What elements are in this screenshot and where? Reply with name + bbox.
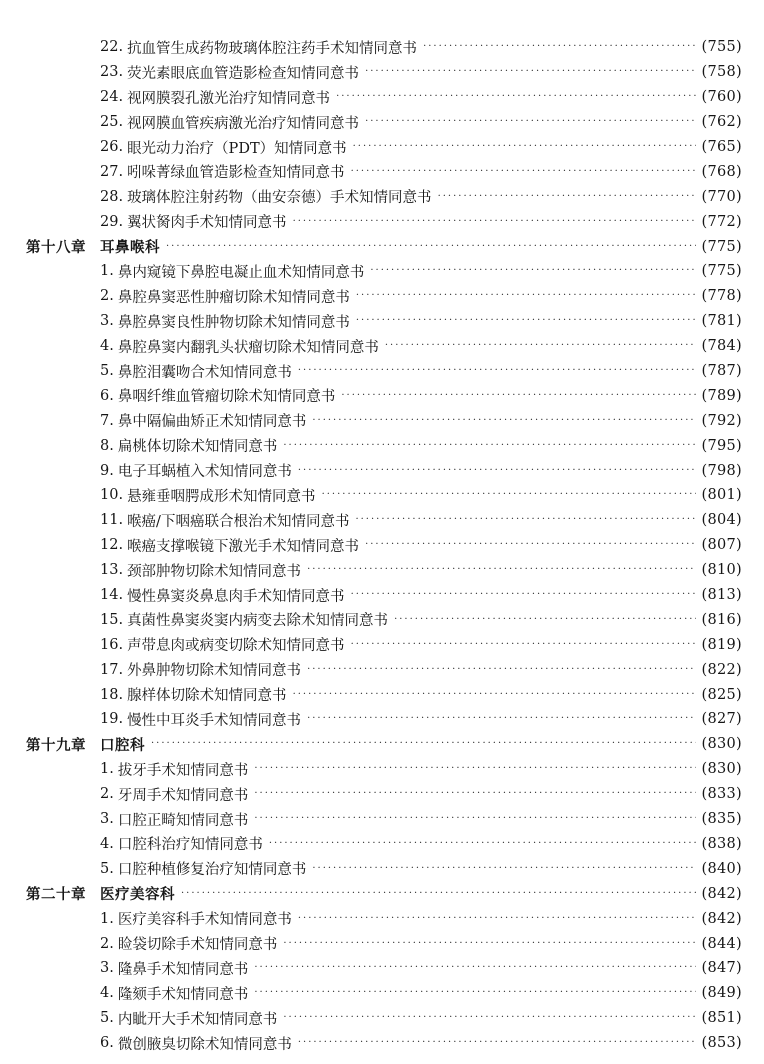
entry-number: 23. (100, 64, 124, 81)
entry-title: 隆鼻手术知情同意书 (117, 961, 249, 978)
page-number: (775) (701, 238, 742, 255)
page-number: (810) (701, 562, 742, 579)
entry-number: 1. (100, 910, 114, 927)
dot-leader (166, 240, 696, 254)
page-number: (807) (701, 537, 742, 554)
entry-title: 眼光动力治疗（PDT）知情同意书 (127, 140, 347, 157)
chapter-number: 第二十章 (26, 886, 86, 904)
entry-title: 视网膜裂孔激光治疗知情同意书 (127, 90, 331, 107)
page-number: (758) (701, 64, 742, 81)
page-number: (825) (701, 686, 742, 703)
page-number: (838) (701, 835, 742, 852)
page-number: (770) (701, 188, 742, 205)
entry-number: 6. (100, 1035, 114, 1052)
toc-entry (0, 159, 764, 184)
entry-title: 慢性鼻窦炎鼻息肉手术知情同意书 (127, 588, 345, 605)
page-number: (775) (701, 263, 742, 280)
page-number: (819) (701, 636, 742, 653)
toc-entry (0, 757, 764, 782)
page-number: (835) (701, 811, 742, 828)
entry-title: 颈部肿物切除术知情同意书 (127, 563, 302, 580)
dot-leader (254, 961, 695, 975)
toc-entry (0, 707, 764, 732)
entry-number: 2. (100, 935, 114, 952)
entry-number: 14. (100, 587, 124, 604)
chapter-name: 医疗美容科 (100, 886, 175, 904)
toc-entry (0, 856, 764, 881)
entry-title: 喉癌/下咽癌联合根治术知情同意书 (127, 513, 350, 530)
page-number: (830) (701, 736, 742, 753)
dot-leader (438, 190, 696, 204)
toc-entry (0, 607, 764, 632)
dot-leader (254, 762, 695, 776)
dot-leader (181, 887, 696, 901)
toc-entry (0, 60, 764, 85)
dot-leader (394, 613, 695, 627)
table-of-contents (0, 35, 764, 1056)
entry-number: 3. (100, 960, 114, 977)
dot-leader (355, 513, 695, 527)
dot-leader (423, 40, 695, 54)
dot-leader (312, 414, 695, 428)
toc-entry (0, 483, 764, 508)
dot-leader (269, 837, 696, 851)
chapter-number: 第十八章 (26, 239, 86, 257)
entry-title: 牙周手术知情同意书 (117, 787, 249, 804)
entry-title: 鼻腔泪囊吻合术知情同意书 (117, 364, 292, 381)
dot-leader (385, 339, 696, 353)
toc-entry (0, 433, 764, 458)
entry-title: 拔牙手术知情同意书 (117, 762, 249, 779)
toc-entry (0, 931, 764, 956)
entry-number: 12. (100, 537, 124, 554)
page-number: (844) (701, 935, 742, 952)
entry-number: 27. (100, 163, 124, 180)
dot-leader (151, 737, 696, 751)
toc-entry (0, 533, 764, 558)
toc-entry (0, 383, 764, 408)
entry-title: 内眦开大手术知情同意书 (117, 1011, 278, 1028)
dot-leader (370, 264, 695, 278)
toc-entry (0, 682, 764, 707)
entry-number: 17. (100, 661, 124, 678)
toc-entry (0, 359, 764, 384)
toc-entry (0, 657, 764, 682)
dot-leader (356, 289, 696, 303)
page-number: (840) (701, 860, 742, 877)
dot-leader (353, 140, 696, 154)
toc-entry (0, 558, 764, 583)
page-number: (827) (701, 711, 742, 728)
entry-title: 吲哚菁绿血管造影检查知情同意书 (127, 165, 345, 182)
page-number: (784) (701, 338, 742, 355)
toc-entry (0, 807, 764, 832)
entry-number: 29. (100, 213, 124, 230)
page-number: (762) (701, 114, 742, 131)
entry-title: 鼻腔鼻窦内翻乳头状瘤切除术知情同意书 (117, 339, 379, 356)
toc-entry (0, 632, 764, 657)
entry-title: 真菌性鼻窦炎窦内病变去除术知情同意书 (127, 613, 389, 630)
entry-number: 4. (100, 985, 114, 1002)
toc-entry (0, 832, 764, 857)
entry-title: 扁桃体切除术知情同意书 (117, 439, 278, 456)
entry-number: 4. (100, 835, 114, 852)
entry-number: 9. (100, 462, 114, 479)
toc-entry (0, 981, 764, 1006)
entry-number: 11. (100, 512, 124, 529)
page-number: (830) (701, 761, 742, 778)
toc-entry (0, 508, 764, 533)
dot-leader (307, 563, 695, 577)
entry-number: 19. (100, 711, 124, 728)
page-number: (772) (701, 213, 742, 230)
entry-number: 3. (100, 313, 114, 330)
entry-title: 外鼻肿物切除术知情同意书 (127, 663, 302, 680)
dot-leader (283, 1011, 695, 1025)
page-number: (822) (701, 661, 742, 678)
entry-number: 25. (100, 114, 124, 131)
toc-entry (0, 259, 764, 284)
entry-number: 5. (100, 363, 114, 380)
entry-number: 4. (100, 338, 114, 355)
dot-leader (254, 812, 695, 826)
toc-entry (0, 135, 764, 160)
toc-entry (0, 309, 764, 334)
dot-leader (351, 165, 696, 179)
page-number: (792) (701, 412, 742, 429)
toc-chapter-heading (0, 732, 764, 757)
dot-leader (365, 65, 695, 79)
chapter-name: 耳鼻喉科 (100, 239, 160, 257)
entry-title: 喉癌支撑喉镜下激光手术知情同意书 (127, 538, 360, 555)
entry-number: 3. (100, 811, 114, 828)
toc-entry (0, 956, 764, 981)
toc-entry (0, 35, 764, 60)
dot-leader (293, 688, 696, 702)
dot-leader (283, 439, 695, 453)
entry-title: 口腔正畸知情同意书 (117, 812, 249, 829)
toc-entry (0, 284, 764, 309)
toc-entry (0, 906, 764, 931)
entry-number: 26. (100, 139, 124, 155)
page-number: (833) (701, 786, 742, 803)
chapter-title (26, 883, 175, 904)
toc-entry (0, 1031, 764, 1056)
dot-leader (341, 389, 695, 403)
dot-leader (351, 588, 696, 602)
page-number: (851) (701, 1010, 742, 1027)
page-number: (813) (701, 587, 742, 604)
entry-number: 13. (100, 562, 124, 579)
toc-chapter-heading (0, 881, 764, 906)
chapter-number: 第十九章 (26, 736, 86, 754)
toc-entry (0, 458, 764, 483)
page-number: (795) (701, 437, 742, 454)
entry-title: 鼻腔鼻窦恶性肿瘤切除术知情同意书 (117, 289, 350, 306)
page-number: (842) (701, 885, 742, 902)
page-number: (847) (701, 960, 742, 977)
page-number: (801) (701, 487, 742, 504)
entry-number: 2. (100, 786, 114, 803)
dot-leader (254, 986, 695, 1000)
entry-title: 口腔种植修复治疗知情同意书 (117, 862, 307, 879)
entry-number: 22. (100, 39, 124, 56)
dot-leader (307, 663, 695, 677)
dot-leader (351, 638, 696, 652)
page-number: (789) (701, 387, 742, 404)
toc-entry (0, 782, 764, 807)
page-number: (760) (701, 89, 742, 106)
entry-number: 6. (100, 387, 114, 404)
dot-leader (293, 215, 696, 229)
entry-number: 1. (100, 263, 114, 280)
entry-title: 口腔科治疗知情同意书 (117, 837, 263, 854)
dot-leader (322, 488, 696, 502)
entry-title: 医疗美容科手术知情同意书 (117, 912, 292, 929)
chapter-title (26, 236, 160, 257)
dot-leader (365, 115, 695, 129)
entry-number: 1. (100, 761, 114, 778)
entry-number: 5. (100, 1010, 114, 1027)
page-number: (768) (701, 163, 742, 180)
entry-title: 电子耳蜗植入术知情同意书 (117, 464, 292, 481)
toc-entry (0, 209, 764, 234)
entry-title: 鼻内窥镜下鼻腔电凝止血术知情同意书 (117, 264, 365, 281)
entry-number: 8. (100, 437, 114, 454)
page-number: (853) (701, 1035, 742, 1052)
chapter-name: 口腔科 (100, 736, 145, 754)
page-number: (842) (701, 910, 742, 927)
dot-leader (298, 364, 696, 378)
entry-title: 隆颏手术知情同意书 (117, 986, 249, 1003)
chapter-title (26, 734, 145, 755)
entry-title: 微创腋臭切除术知情同意书 (117, 1036, 292, 1053)
entry-title: 鼻咽纤维血管瘤切除术知情同意书 (117, 389, 336, 406)
entry-number: 15. (100, 611, 124, 628)
dot-leader (356, 314, 696, 328)
toc-entry (0, 110, 764, 135)
dot-leader (298, 464, 696, 478)
toc-entry (0, 408, 764, 433)
entry-title: 慢性中耳炎手术知情同意书 (127, 712, 302, 729)
page-number: (804) (701, 512, 742, 529)
toc-entry (0, 583, 764, 608)
dot-leader (307, 712, 695, 726)
entry-title: 鼻中隔偏曲矫正术知情同意书 (117, 414, 307, 431)
entry-number: 28. (100, 188, 124, 205)
page-number: (816) (701, 611, 742, 628)
dot-leader (298, 1036, 696, 1050)
entry-title: 荧光素眼底血管造影检查知情同意书 (127, 65, 360, 82)
entry-number: 7. (100, 412, 114, 429)
page-number: (798) (701, 462, 742, 479)
dot-leader (283, 937, 695, 951)
page-number: (778) (701, 288, 742, 305)
entry-title: 抗血管生成药物玻璃体腔注药手术知情同意书 (127, 40, 418, 57)
entry-title: 悬雍垂咽腭成形术知情同意书 (127, 488, 316, 505)
entry-title: 玻璃体腔注射药物（曲安奈德）手术知情同意书 (127, 190, 432, 207)
entry-title: 翼状胬肉手术知情同意书 (127, 215, 287, 232)
page-number: (765) (701, 139, 742, 155)
toc-chapter-heading (0, 234, 764, 259)
entry-title: 视网膜血管疾病激光治疗知情同意书 (127, 115, 360, 132)
page-number: (781) (701, 313, 742, 330)
toc-entry (0, 334, 764, 359)
entry-number: 2. (100, 288, 114, 305)
dot-leader (312, 862, 695, 876)
entry-number: 16. (100, 636, 124, 653)
page-number: (787) (701, 363, 742, 380)
entry-title: 睑袋切除手术知情同意书 (117, 937, 278, 953)
page-number: (849) (701, 985, 742, 1002)
toc-entry (0, 1006, 764, 1031)
toc-entry (0, 184, 764, 209)
toc-entry (0, 85, 764, 110)
entry-number: 24. (100, 89, 124, 106)
entry-title: 腺样体切除术知情同意书 (127, 688, 287, 705)
entry-number: 10. (100, 487, 124, 504)
entry-title: 声带息肉或病变切除术知情同意书 (127, 638, 345, 655)
entry-title: 鼻腔鼻窦良性肿物切除术知情同意书 (117, 314, 350, 331)
dot-leader (336, 90, 695, 104)
dot-leader (365, 538, 695, 552)
entry-number: 5. (100, 860, 114, 877)
dot-leader (254, 787, 695, 801)
entry-number: 18. (100, 686, 124, 703)
dot-leader (298, 912, 696, 926)
page-number: (755) (701, 39, 742, 56)
